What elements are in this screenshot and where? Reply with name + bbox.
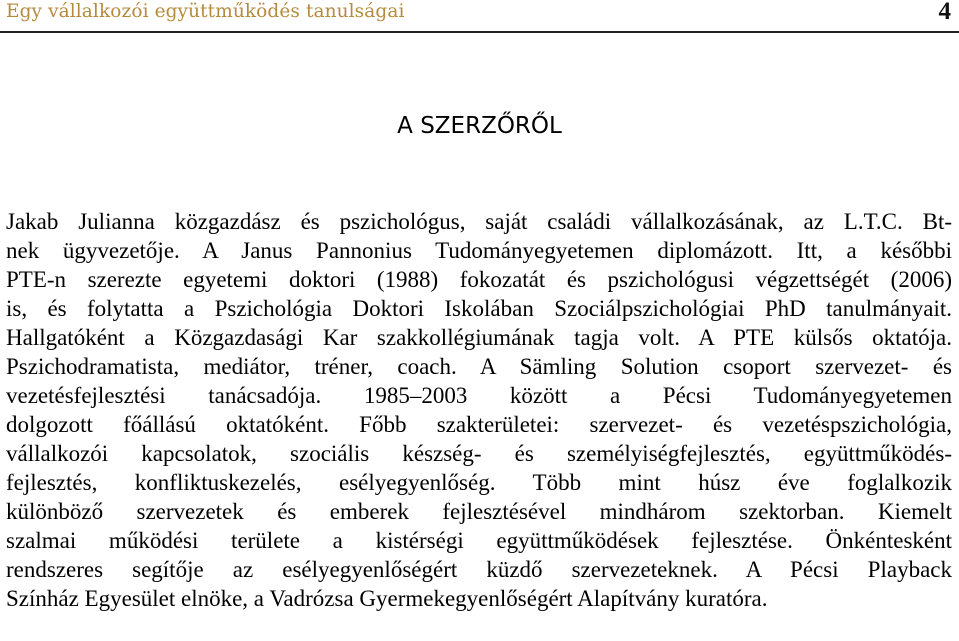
paragraph-line: szalmai működési területe a kistérségi együttműködések fejlesztése. Önkéntesként [6,528,952,553]
paragraph-line: Hallgatóként a Közgazdasági Kar szakkollégiumának tagja volt. A PTE külsős oktatója. [6,325,952,350]
running-header-title: Egy vállalkozói együttműködés tanulságai [6,1,405,22]
paragraph-line: különböző szervezetek és emberek fejlesztésével mindhárom szektorban. Kiemelt [6,499,952,524]
paragraph-line: nek ügyvezetője. A Janus Pannonius Tudományegyetemen diplomázott. Itt, a későbbi [6,238,952,263]
paragraph-line: vezetésfejlesztési tanácsadója. 1985–2003 között a Pécsi Tudományegyetemen [6,383,952,408]
paragraph-line: is, és folytatta a Pszichológia Doktori Iskolában Szociálpszichológiai PhD tanulmányait. [6,296,952,321]
paragraph-line: vállalkozói kapcsolatok, szociális készség- és személyiségfejlesztés, együttműködés- [6,441,952,466]
paragraph-line: fejlesztés, konfliktuskezelés, esélyegyenlőség. Több mint húsz éve foglalkozik [6,470,952,495]
header-rule [0,31,959,33]
paragraph-line: Jakab Julianna közgazdász és pszichológus, saját családi vállalkozásának, az L.T.C. Bt- [6,209,952,234]
paragraph-line: PTE-n szerezte egyetemi doktori (1988) fokozatát és pszichológusi végzettségét (2006) [6,267,952,292]
author-bio-paragraph [6,207,952,613]
paragraph-line: rendszeres segítője az esélyegyenlőségért küzdő szervezeteknek. A Pécsi Playback [6,557,952,582]
paragraph-line: Pszichodramatista, mediátor, tréner, coach. A Sämling Solution csoport szervezet- és [6,354,952,379]
page-number: 4 [938,0,951,25]
paragraph-line: Színház Egyesület elnöke, a Vadrózsa Gyermekegyenlőségért Alapítvány kuratóra. [6,586,768,611]
section-heading: A SZERZŐRŐL [397,113,562,139]
paragraph-line: dolgozott főállású oktatóként. Főbb szakterületei: szervezet- és vezetéspszichológia, [6,412,952,437]
running-header [0,0,959,34]
